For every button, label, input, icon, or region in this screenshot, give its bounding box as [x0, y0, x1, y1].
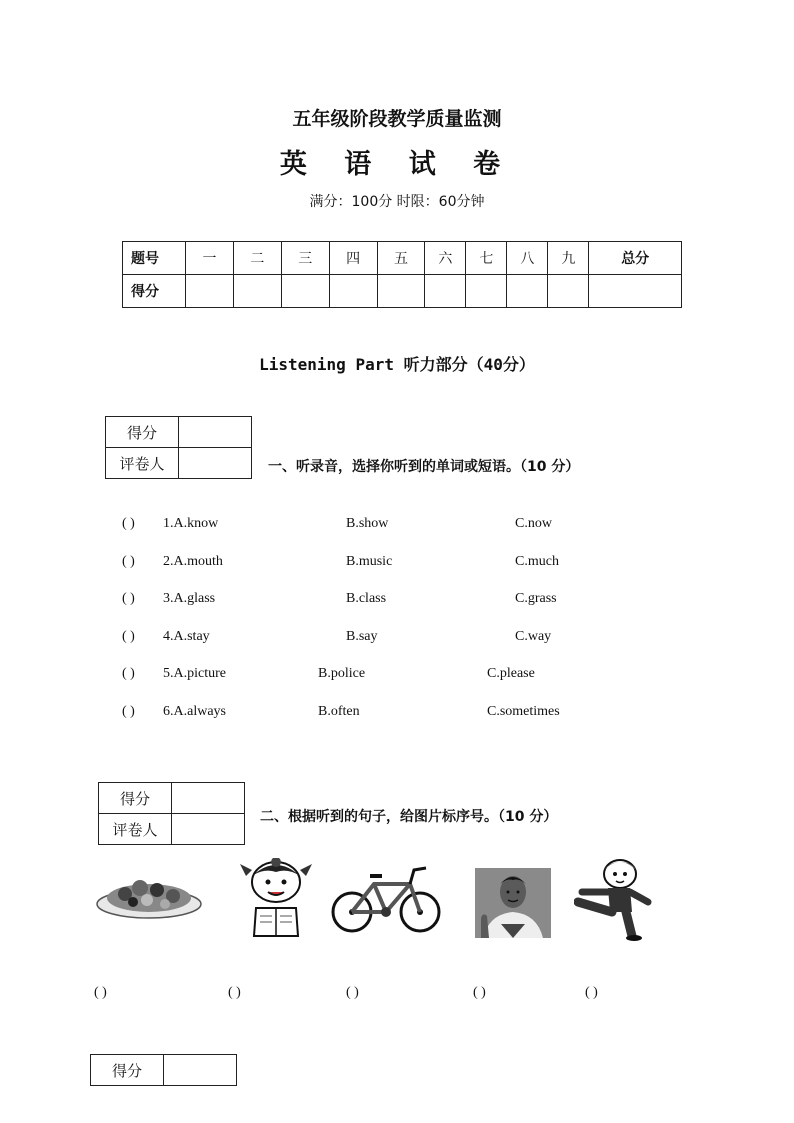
- q1-option-a: 1.A.know: [163, 516, 219, 531]
- score-cell[interactable]: [377, 275, 425, 308]
- grader-box-2: [98, 782, 245, 845]
- q2-option-a: 2.A.mouth: [163, 554, 223, 569]
- q1-option-c: C.now: [515, 516, 552, 531]
- picture-answer-paren[interactable]: ( ): [585, 985, 598, 1000]
- answer-paren[interactable]: ( ): [122, 666, 135, 681]
- score-col: 二: [233, 242, 281, 275]
- picture-answer-paren[interactable]: ( ): [94, 985, 107, 1000]
- q2-option-c: C.much: [515, 554, 559, 569]
- answer-paren[interactable]: ( ): [122, 591, 135, 606]
- score-table-header-row: [123, 242, 682, 275]
- grader-box-3: [90, 1054, 237, 1086]
- part2-title: 二、根据听到的句子，给图片标序号。（10 分）: [260, 809, 558, 825]
- score-cell[interactable]: [507, 275, 548, 308]
- score-cell[interactable]: [425, 275, 466, 308]
- grader-score-label: 得分: [91, 1055, 164, 1086]
- score-table-row-label: 题号: [123, 242, 186, 275]
- q3-option-c: C.grass: [515, 591, 557, 606]
- score-cell[interactable]: [281, 275, 329, 308]
- grader-score-label: 得分: [106, 417, 179, 448]
- q4-option-c: C.way: [515, 629, 552, 644]
- girl-reading-book-image: [238, 858, 314, 940]
- score-row-label: 得分: [123, 275, 186, 308]
- score-cell[interactable]: [186, 275, 234, 308]
- score-col: 九: [548, 242, 589, 275]
- q2-option-b: B.music: [346, 554, 393, 569]
- score-cell[interactable]: [548, 275, 589, 308]
- score-total-label: 总分: [589, 242, 682, 275]
- score-cell[interactable]: [589, 275, 682, 308]
- q6-option-a: 6.A.always: [163, 704, 226, 719]
- q6-option-b: B.often: [318, 704, 360, 719]
- listening-heading: Listening Part 听力部分（40分）: [259, 355, 535, 374]
- score-col: 五: [377, 242, 425, 275]
- salad-plate-image: [95, 872, 203, 922]
- man-portrait-image: [475, 868, 551, 938]
- grader-score-label: 得分: [99, 783, 172, 814]
- score-table: [122, 241, 682, 308]
- q6-option-c: C.sometimes: [487, 704, 560, 719]
- score-cell[interactable]: [466, 275, 507, 308]
- answer-paren[interactable]: ( ): [122, 516, 135, 531]
- score-cell[interactable]: [233, 275, 281, 308]
- exam-meta: 满分：100分 时限：60分钟: [309, 194, 485, 210]
- score-col: 一: [186, 242, 234, 275]
- score-col: 八: [507, 242, 548, 275]
- grader-box-1: [105, 416, 252, 479]
- grader-name-label: 评卷人: [106, 448, 179, 479]
- q5-option-b: B.police: [318, 666, 366, 681]
- q3-option-b: B.class: [346, 591, 387, 606]
- boy-kicking-image: [574, 856, 658, 942]
- picture-answer-paren[interactable]: ( ): [346, 985, 359, 1000]
- part1-title: 一、听录音，选择你听到的单词或短语。（10 分）: [268, 459, 580, 475]
- score-cell[interactable]: [329, 275, 377, 308]
- grader-name-cell[interactable]: [172, 814, 245, 845]
- q3-option-a: 3.A.glass: [163, 591, 216, 606]
- grader-name-label: 评卷人: [99, 814, 172, 845]
- score-col: 三: [281, 242, 329, 275]
- q4-option-b: B.say: [346, 629, 378, 644]
- picture-answer-paren[interactable]: ( ): [228, 985, 241, 1000]
- answer-paren[interactable]: ( ): [122, 554, 135, 569]
- answer-paren[interactable]: ( ): [122, 704, 135, 719]
- grader-name-cell[interactable]: [179, 448, 252, 479]
- score-col: 七: [466, 242, 507, 275]
- q5-option-c: C.please: [487, 666, 535, 681]
- subject-title: 英 语 试 卷: [279, 149, 515, 180]
- exam-title: 五年级阶段教学质量监测: [292, 108, 502, 130]
- grader-score-cell[interactable]: [172, 783, 245, 814]
- q4-option-a: 4.A.stay: [163, 629, 210, 644]
- score-table-score-row: [123, 275, 682, 308]
- grader-score-cell[interactable]: [164, 1055, 237, 1086]
- q5-option-a: 5.A.picture: [163, 666, 226, 681]
- score-col: 六: [425, 242, 466, 275]
- answer-paren[interactable]: ( ): [122, 629, 135, 644]
- grader-score-cell[interactable]: [179, 417, 252, 448]
- bicycle-image: [330, 864, 442, 934]
- score-col: 四: [329, 242, 377, 275]
- q1-option-b: B.show: [346, 516, 389, 531]
- picture-answer-paren[interactable]: ( ): [473, 985, 486, 1000]
